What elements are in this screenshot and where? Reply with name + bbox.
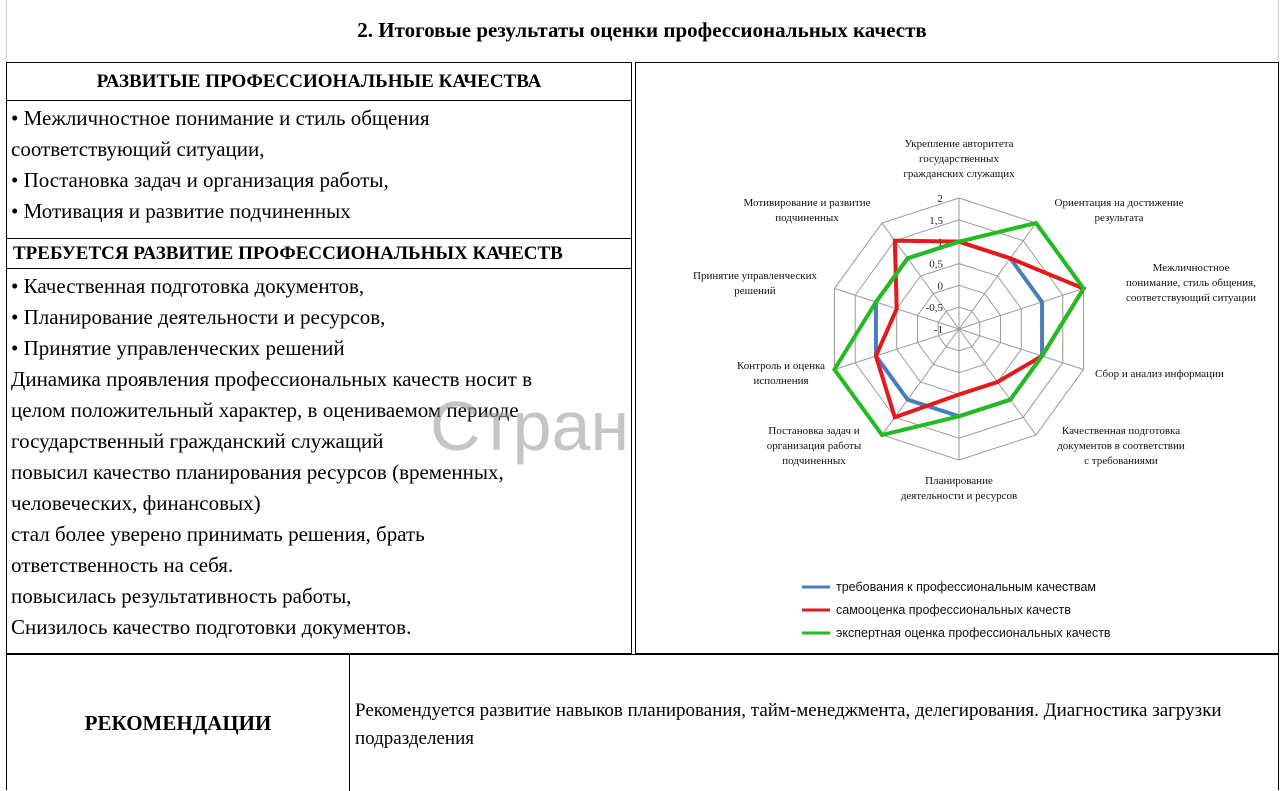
list-item: • Постановка задач и организация работы,	[11, 168, 389, 192]
radar-chart-panel	[635, 62, 1279, 654]
axis-label: Планирование деятельности и ресурсов	[900, 475, 1018, 502]
list-item: • Мотивация и развитие подчиненных	[11, 199, 351, 223]
tick-label: 2	[937, 193, 943, 205]
axis-label: Контроль и оценка исполнения	[736, 360, 826, 387]
list-item: Динамика проявления профессиональных качеств носит в	[11, 367, 532, 391]
list-item: Снизилось качество подготовки документов.	[11, 615, 412, 639]
page-title: 2. Итоговые результаты оценки профессиональных качеств	[357, 18, 927, 42]
axis-label: Постановка задач и организация работы подчиненных	[766, 425, 862, 467]
tick-label: 1	[937, 236, 943, 249]
tick-label: 0	[937, 280, 943, 293]
list-item: • Межличностное понимание и стиль общения	[11, 106, 430, 130]
list-item: человеческих, финансовых)	[11, 491, 261, 515]
list-item: соответствующий ситуации,	[11, 137, 265, 161]
legend-label: экспертная оценка профессиональных качеств	[836, 626, 1111, 640]
list-item: • Планирование деятельности и ресурсов,	[11, 305, 386, 329]
axis-label: Межличностное понимание, стиль общения, соответствующий ситуации	[1125, 262, 1257, 304]
legend-label: требования к профессиональным качествам	[836, 580, 1096, 594]
list-item: • Принятие управленческих решений	[11, 336, 345, 360]
legend-label: самооценка профессиональных качеств	[836, 603, 1071, 617]
list-item: ответственность на себя.	[11, 553, 234, 577]
tick-label: -0,5	[925, 302, 943, 315]
list-item: • Качественная подготовка документов,	[11, 274, 365, 298]
axis-label: Сбор и анализ информации	[1095, 368, 1224, 380]
recommendations-label: РЕКОМЕНДАЦИИ	[7, 655, 350, 791]
axis-label: Принятие управленческих решений	[693, 270, 817, 297]
axis-label: Мотивирование и развитие подчиненных	[743, 197, 871, 224]
list-item: целом положительный характер, в оцениваемом периоде	[11, 398, 519, 422]
tick-label: 0,5	[929, 258, 943, 271]
tick-label: 1,5	[929, 214, 943, 227]
radar-chart	[636, 63, 1278, 653]
axis-label: Ориентация на достижение результата	[1054, 197, 1184, 224]
tick-label: -1	[933, 324, 943, 336]
qualities-panel	[6, 62, 632, 654]
watermark: Стран	[430, 387, 630, 465]
list-item: повысилась результативность работы,	[11, 584, 352, 608]
grid-line-right	[1278, 0, 1279, 62]
developed-header: РАЗВИТЫЕ ПРОФЕССИОНАЛЬНЫЕ КАЧЕСТВА	[7, 63, 631, 101]
list-item: повысил качество планирования ресурсов (временных,	[11, 460, 504, 484]
required-header: ТРЕБУЕТСЯ РАЗВИТИЕ ПРОФЕССИОНАЛЬНЫХ КАЧЕСТВ	[7, 239, 631, 269]
recommendations-text: Рекомендуется развитие навыков планирования, тайм-менеджмента, делегирования. Диагностика загрузки подразделения	[355, 700, 1222, 749]
list-item: стал более уверено принимать решения, брать	[11, 522, 425, 546]
developed-list	[7, 101, 631, 239]
axis-label: Качественная подготовка документов в соответствии с требованиями	[1057, 425, 1185, 467]
grid-line-left	[6, 0, 7, 62]
list-item: государственный гражданский служащий	[11, 429, 384, 453]
required-list	[7, 269, 631, 643]
recommendations-row	[6, 654, 1279, 790]
axis-label: Укрепление авторитета государственных гражданских служащих	[903, 138, 1015, 180]
